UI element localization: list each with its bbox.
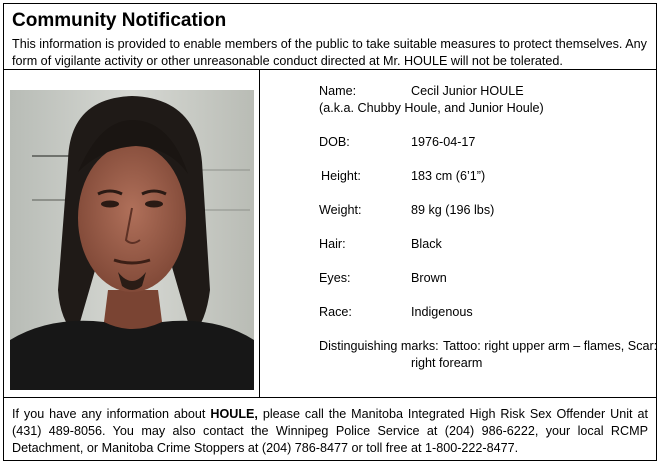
race-value: Indigenous xyxy=(411,305,473,319)
page-title: Community Notification xyxy=(12,10,227,31)
marks-value-continued: right forearm xyxy=(411,356,483,370)
race-label: Race: xyxy=(319,305,352,319)
name-value: Cecil Junior HOULE xyxy=(411,84,524,98)
header xyxy=(4,4,656,70)
aka-value: (a.k.a. Chubby Houle, and Junior Houle) xyxy=(319,101,544,115)
contact-footer xyxy=(4,397,656,460)
notification-frame xyxy=(3,3,657,461)
eyes-label: Eyes: xyxy=(319,271,351,285)
dob-value: 1976-04-17 xyxy=(411,135,476,149)
intro-text: This information is provided to enable members of the public to take suitable measures to protect themselves. Any form of vigilante activity or other unreasonable conduct directed at Mr. HOULE will not be tolerated. xyxy=(12,37,647,68)
hair-label: Hair: xyxy=(319,237,346,251)
contact-text-details: please call the Manitoba Integrated High Risk Sex Offender Unit at (431) 489-8056. You may also contact the Winnipeg Police Service at (204) 986-6222, your local RCMP Detachment, or Manitoba Crime Stoppers at (204) 786-8477 or toll free at 1-800-222-8477. xyxy=(12,407,648,455)
photo-cell xyxy=(4,70,260,397)
marks-value: Tattoo: right upper arm – flames, Scar: xyxy=(443,339,658,353)
contact-text xyxy=(12,406,648,457)
mugshot-image xyxy=(10,90,254,390)
offender-name-bold: HOULE, xyxy=(210,407,258,421)
eyes-value: Brown xyxy=(411,271,447,285)
height-label: Height: xyxy=(321,169,361,183)
height-value: 183 cm (6’1”) xyxy=(411,169,486,183)
weight-label: Weight: xyxy=(319,203,362,217)
dob-label: DOB: xyxy=(319,135,350,149)
weight-value: 89 kg (196 lbs) xyxy=(411,203,495,217)
mugshot-photo xyxy=(10,90,254,390)
contact-text-intro: If you have any information about xyxy=(12,407,211,421)
marks-label: Distinguishing marks: xyxy=(319,339,439,353)
hair-value: Black xyxy=(411,237,442,251)
name-label: Name: xyxy=(319,84,357,98)
